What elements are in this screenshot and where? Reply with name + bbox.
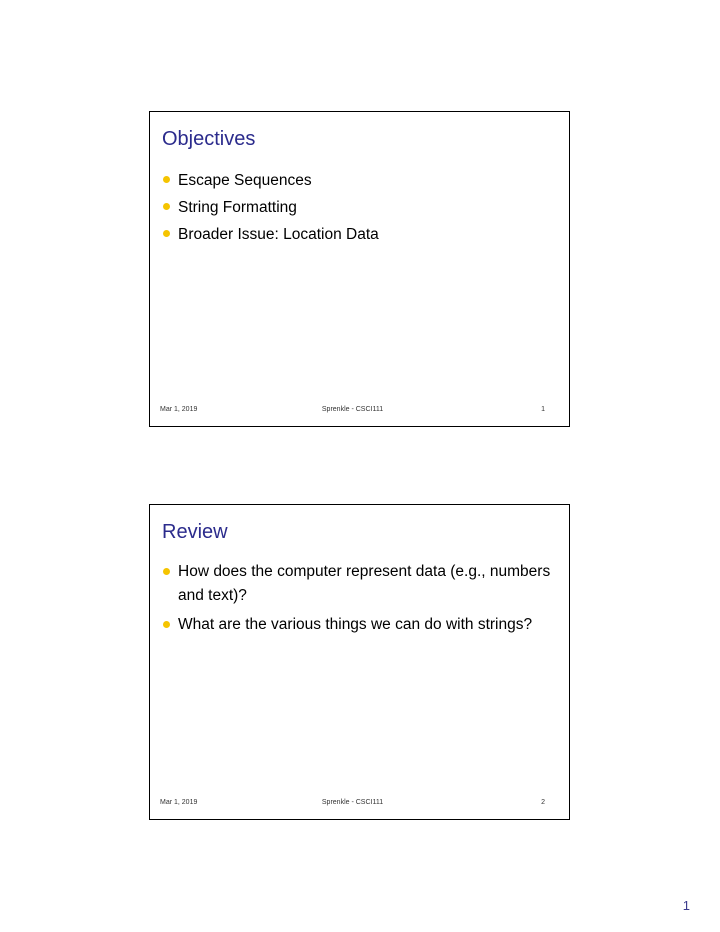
bullet-text: String Formatting <box>178 199 297 216</box>
bullet-text: What are the various things we can do with strings? <box>178 616 533 633</box>
slide-2 <box>149 504 570 820</box>
footer-author: Sprenkle - CSCI111 <box>321 799 384 806</box>
bullet-list <box>162 560 557 642</box>
bullet-dot-icon <box>163 203 170 210</box>
slide-1 <box>149 111 570 427</box>
bullet-item <box>162 194 557 221</box>
bullet-item <box>162 560 557 608</box>
footer-date: Mar 1, 2019 <box>160 406 198 413</box>
slide-number: 1 <box>541 406 545 413</box>
footer-author: Sprenkle - CSCI111 <box>321 406 384 413</box>
slide-title: Review <box>162 521 228 543</box>
bullet-list <box>162 167 557 248</box>
bullet-dot-icon <box>163 176 170 183</box>
slide-footer <box>160 799 545 811</box>
bullet-dot-icon <box>163 230 170 237</box>
slide-footer <box>160 406 545 418</box>
bullet-dot-icon <box>163 568 170 575</box>
bullet-item <box>162 221 557 248</box>
bullet-item <box>162 613 557 637</box>
bullet-dot-icon <box>163 621 170 628</box>
bullet-item <box>162 167 557 194</box>
bullet-text: How does the computer represent data (e.g., numbers and text)? <box>178 563 551 604</box>
bullet-text: Escape Sequences <box>178 172 312 189</box>
slide-number: 2 <box>541 799 545 806</box>
page-number: 1 <box>682 898 690 913</box>
bullet-text: Broader Issue: Location Data <box>178 226 379 243</box>
footer-date: Mar 1, 2019 <box>160 799 198 806</box>
slide-title: Objectives <box>162 128 256 150</box>
